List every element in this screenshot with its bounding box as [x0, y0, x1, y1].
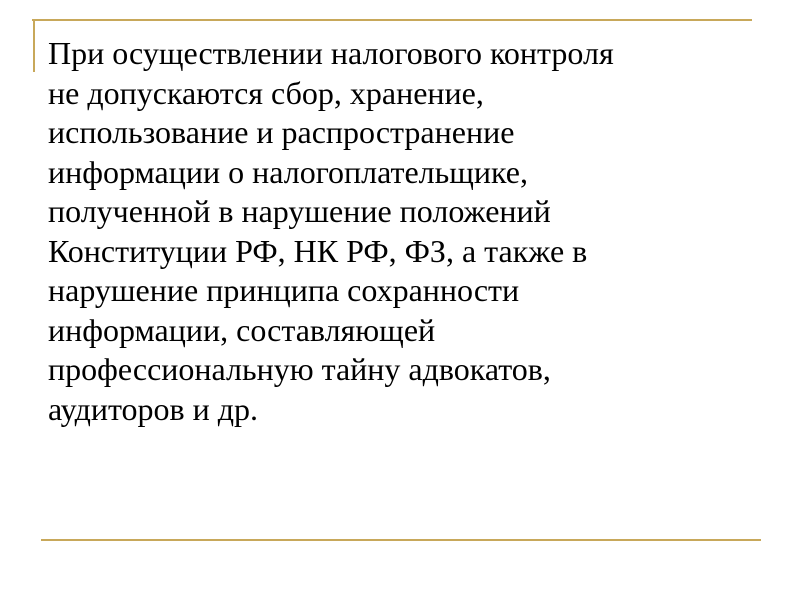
- body-text: [48, 34, 748, 429]
- body-text-line: информации, составляющей: [48, 311, 436, 348]
- body-text-line: полученной в нарушение положений: [48, 193, 551, 229]
- body-text-line: использование и распространение: [48, 114, 515, 150]
- body-text-line: При осуществлении налогового контроля: [48, 35, 614, 71]
- body-text-line: информации о налогоплательщике,: [48, 153, 528, 190]
- left-rule-line: [33, 20, 35, 72]
- body-text-line: нарушение принципа сохранности: [48, 272, 520, 308]
- body-text-line: Конституции РФ, НК РФ, ФЗ, а также в: [48, 232, 588, 269]
- body-text-line: аудиторов и др.: [48, 390, 259, 427]
- top-rule-line: [32, 19, 752, 21]
- body-text-line: не допускаются сбор, хранение,: [48, 74, 484, 111]
- body-text-line: профессиональную тайну адвокатов,: [48, 351, 551, 387]
- bottom-rule-line: [41, 539, 761, 541]
